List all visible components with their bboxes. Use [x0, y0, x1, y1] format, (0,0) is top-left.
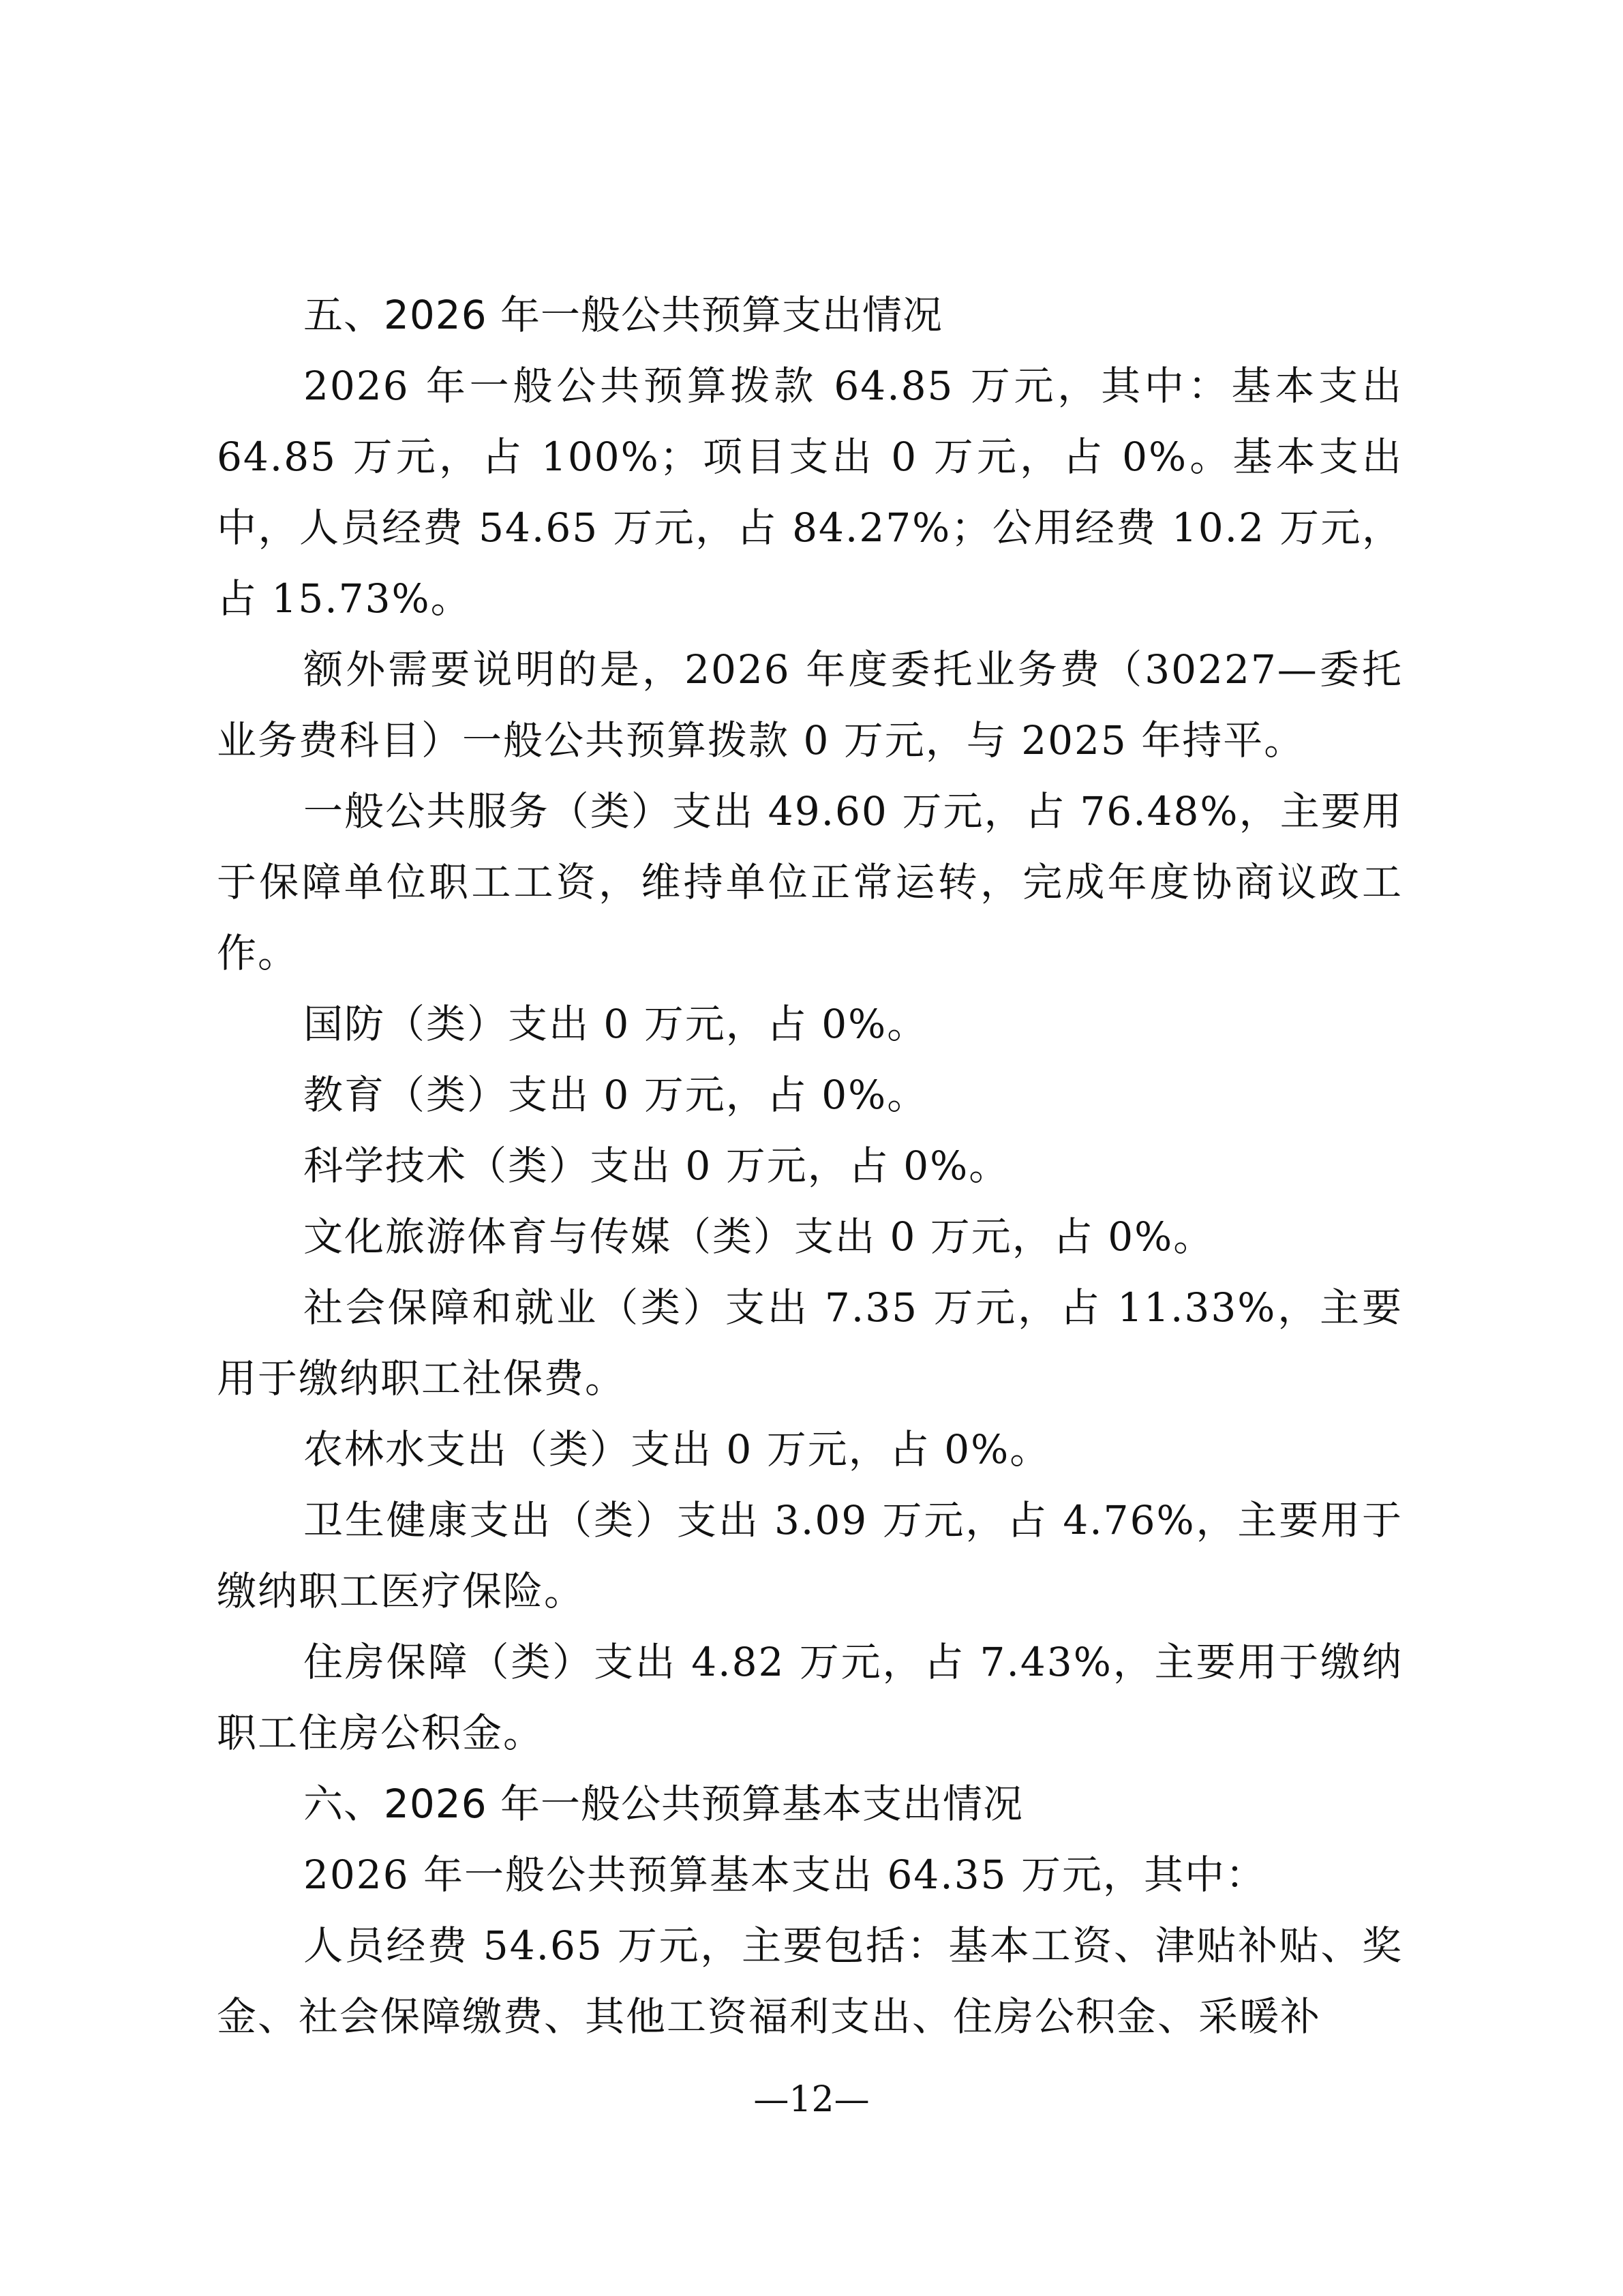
section-heading-5: 五、2026 年一般公共预算支出情况	[303, 292, 943, 338]
page-number: —12—	[753, 2079, 870, 2120]
paragraph: 一般公共服务（类）支出 49.60 万元，占 76.48%，主要用于保障单位职工工资，维持单位正常运转，完成年度协商议政工作。	[217, 788, 1403, 976]
section-heading-6: 六、2026 年一般公共预算基本支出情况	[303, 1781, 1024, 1827]
paragraph: 社会保障和就业（类）支出 7.35 万元，占 11.33%，主要用于缴纳职工社保费。	[217, 1284, 1403, 1402]
paragraph: 卫生健康支出（类）支出 3.09 万元，占 4.76%，主要用于缴纳职工医疗保险。	[217, 1497, 1403, 1614]
paragraph: 国防（类）支出 0 万元，占 0%。	[303, 1001, 928, 1047]
paragraph: 农林水支出（类）支出 0 万元，占 0%。	[303, 1426, 1051, 1472]
paragraph: 2026 年一般公共预算基本支出 64.35 万元，其中：	[303, 1852, 1266, 1898]
paragraph: 额外需要说明的是，2026 年度委托业务费（30227—委托业务费科目）一般公共预算拨款 0 万元，与 2025 年持平。	[217, 646, 1403, 764]
paragraph: 教育（类）支出 0 万元，占 0%。	[303, 1072, 928, 1118]
paragraph: 人员经费 54.65 万元，主要包括：基本工资、津贴补贴、奖金、社会保障缴费、其他工资福利支出、住房公积金、采暖补	[217, 1922, 1403, 2040]
paragraph: 住房保障（类）支出 4.82 万元，占 7.43%，主要用于缴纳职工住房公积金。	[217, 1639, 1403, 1756]
paragraph: 文化旅游体育与传媒（类）支出 0 万元，占 0%。	[303, 1213, 1215, 1260]
paragraph: 科学技术（类）支出 0 万元，占 0%。	[303, 1143, 1010, 1189]
paragraph: 2026 年一般公共预算拨款 64.85 万元，其中：基本支出 64.85 万元，占 100%；项目支出 0 万元，占 0%。基本支出中，人员经费 54.65 万元，占 84.27%；公用经费 10.2 万元，占 15.73%。	[217, 363, 1403, 622]
document-body	[217, 280, 1403, 2052]
